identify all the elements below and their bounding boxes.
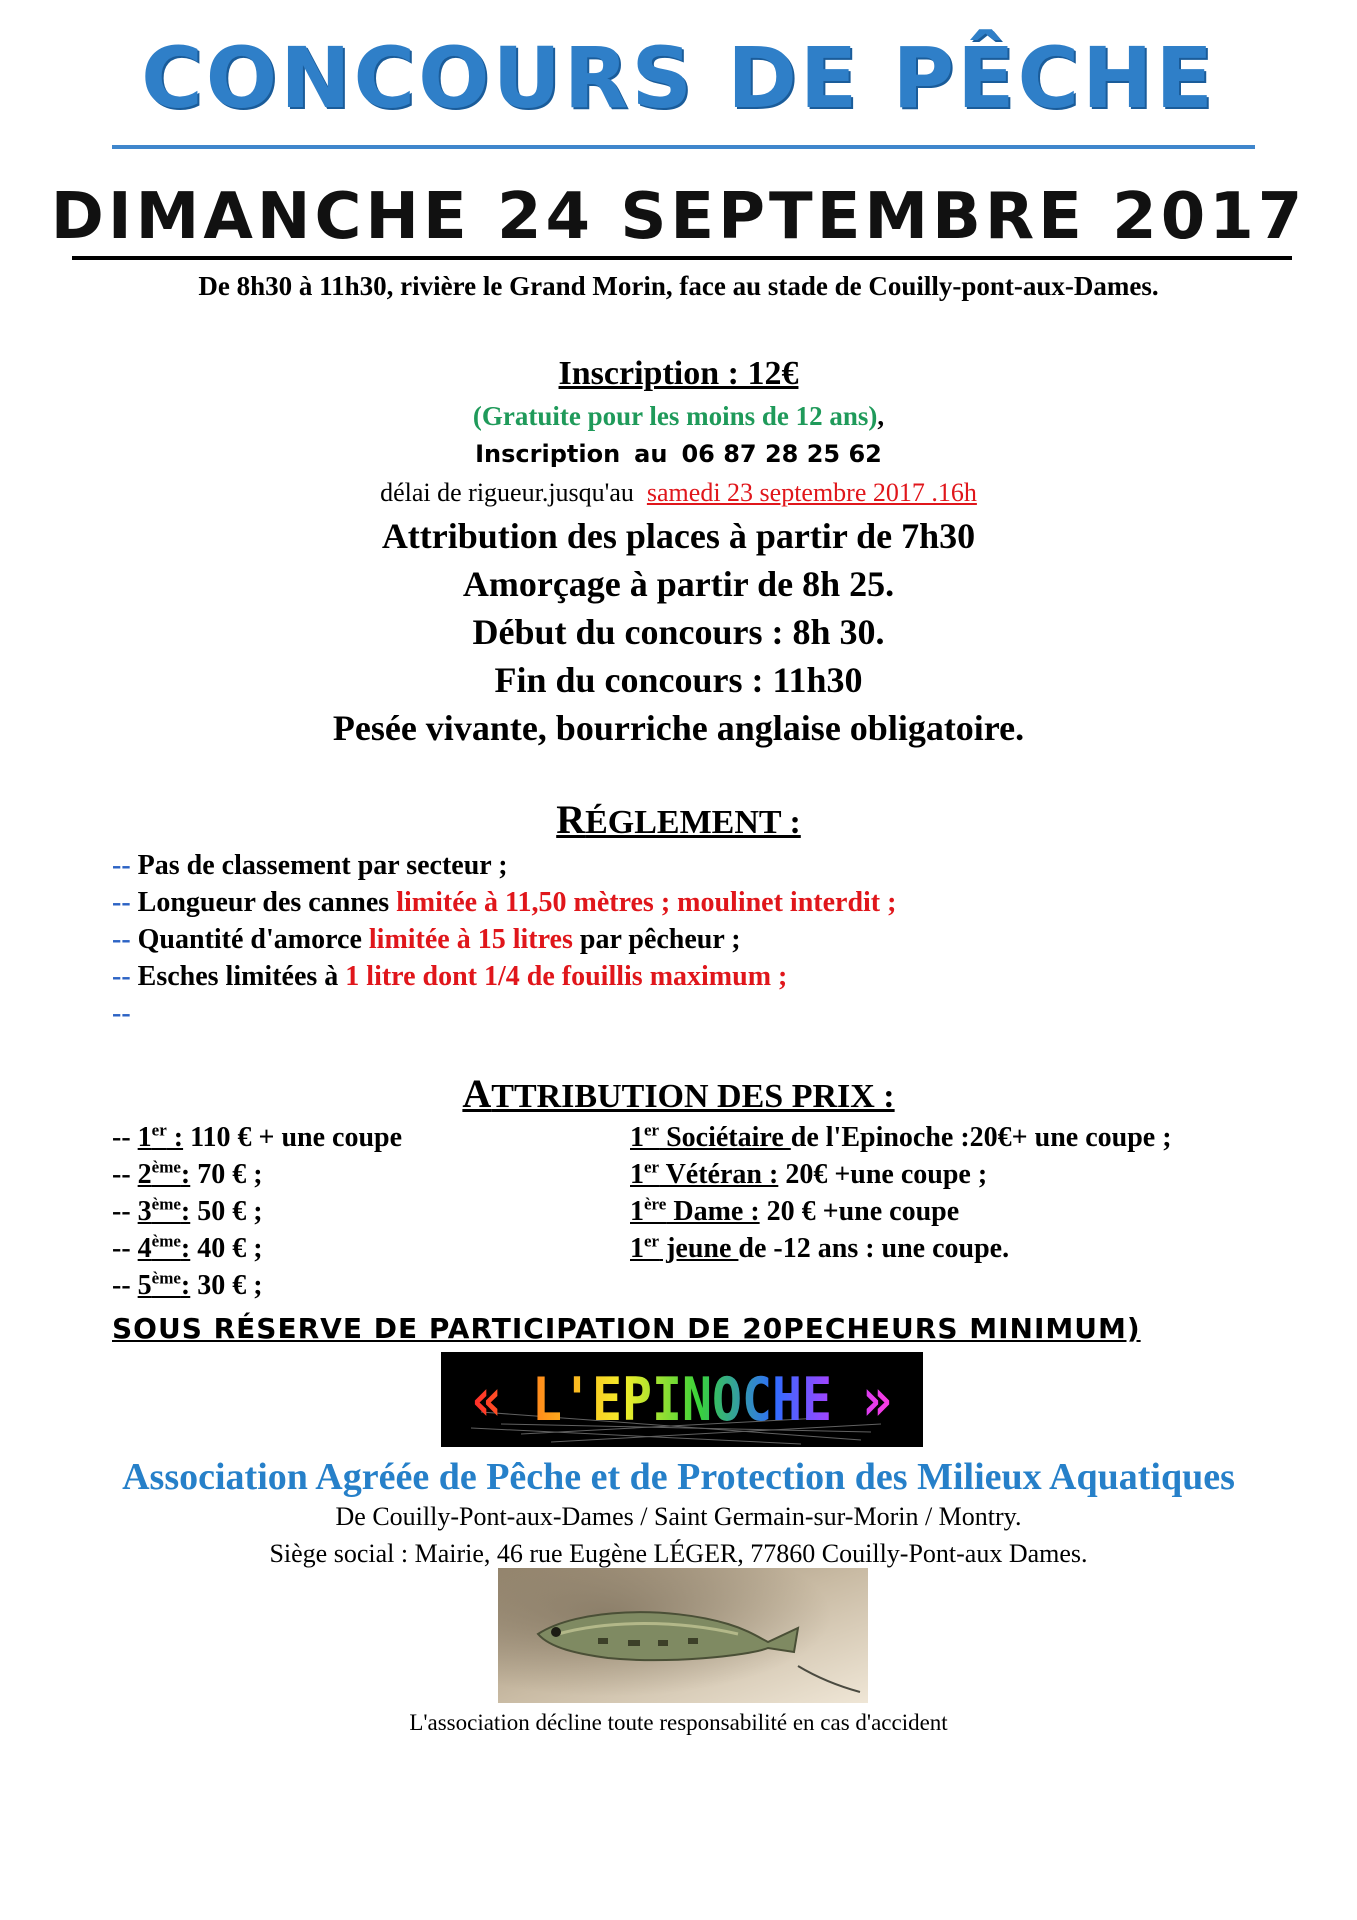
special-number: 1 [630, 1159, 644, 1190]
prize-dash: -- [112, 1159, 131, 1190]
rule-dash: -- [112, 998, 131, 1029]
event-date: DIMANCHE 24 SEPTEMBRE 2017 [50, 180, 1307, 254]
rule-line [112, 996, 131, 1032]
prize-special [630, 1157, 987, 1193]
prize-rank-label [138, 1196, 191, 1227]
special-suffix: er [644, 1231, 660, 1251]
title-underline [112, 145, 1255, 149]
special-label: Sociétaire [659, 1122, 791, 1153]
deadline-value: samedi 23 septembre 2017 .16h [646, 478, 977, 507]
inscription-deadline [0, 476, 1357, 510]
rank-number: 1 [137, 1122, 152, 1153]
rank-number: 5 [137, 1270, 152, 1301]
prize-special-label [630, 1233, 738, 1264]
special-value: 20€ +une coupe ; [778, 1159, 988, 1190]
rank-suffix: ème [151, 1157, 181, 1177]
prize-dash: -- [112, 1196, 131, 1227]
rule-dash: -- [112, 887, 131, 918]
rank-colon: : [166, 1122, 184, 1153]
association-name: Association Agréée de Pêche et de Protection des Milieux Aquatiques [122, 1456, 1235, 1498]
special-value: 20 € +une coupe [759, 1196, 960, 1227]
rule-text: Quantité d'amorce [137, 924, 369, 955]
special-value: de l'Epinoche :20€+ une coupe ; [790, 1122, 1172, 1153]
rule-limit: limitée à 11,50 mètres ; moulinet interdit ; [396, 887, 897, 918]
rule-dash: -- [112, 850, 131, 881]
special-number: 1 [630, 1196, 644, 1227]
prize-rank [112, 1268, 263, 1304]
prize-special-label [630, 1196, 760, 1227]
logo-text: « L'EPINOCHE » [472, 1365, 892, 1435]
prix-title: ATTRIBUTION DES PRIX : [462, 1071, 895, 1116]
schedule-line: Attribution des places à partir de 7h30 [381, 516, 976, 556]
prize-rank [112, 1120, 402, 1156]
reserve-note: SOUS RÉSERVE DE PARTICIPATION DE 20PECHEURS MINIMUM) [112, 1312, 1141, 1345]
schedule-line: Pesée vivante, bourriche anglaise obligatoire. [332, 708, 1025, 748]
prize-dash: -- [112, 1233, 131, 1264]
rule-dash: -- [112, 961, 131, 992]
association-towns: De Couilly-Pont-aux-Dames / Saint Germain-sur-Morin / Montry. [335, 1502, 1022, 1531]
prize-rank-label [138, 1122, 183, 1153]
prize-rank [112, 1157, 263, 1193]
prize-special [630, 1194, 959, 1230]
rank-colon: : [180, 1233, 191, 1264]
special-value: de -12 ans : une coupe. [738, 1233, 1010, 1264]
association-address: Siège social : Mairie, 46 rue Eugène LÉGER, 77860 Couilly-Pont-aux Dames. [269, 1539, 1088, 1568]
poster-title: CONCOURS DE PÊCHE [141, 29, 1216, 127]
reglement-title: RÉGLEMENT : [556, 797, 801, 842]
special-label: jeune [659, 1233, 739, 1264]
special-suffix: er [644, 1120, 660, 1140]
inscription-free-note [0, 398, 1357, 434]
prize-special [630, 1120, 1172, 1156]
prize-dash: -- [112, 1270, 131, 1301]
prize-value: 40 € ; [190, 1233, 263, 1264]
rank-number: 3 [137, 1196, 152, 1227]
prize-rank-label [138, 1159, 191, 1190]
inscription-phone [0, 437, 1357, 471]
rule-line [112, 885, 896, 921]
epinoche-logo [441, 1352, 923, 1447]
prize-value: 50 € ; [190, 1196, 263, 1227]
prize-rank [112, 1231, 263, 1267]
special-suffix: ère [644, 1194, 667, 1214]
prize-value: 30 € ; [190, 1270, 263, 1301]
prize-special [630, 1231, 1009, 1267]
special-number: 1 [630, 1122, 644, 1153]
prize-dash: -- [112, 1122, 131, 1153]
phone-prefix: au [634, 440, 668, 468]
special-suffix: er [644, 1157, 660, 1177]
rank-suffix: ème [151, 1231, 181, 1251]
phone-label: Inscription [475, 440, 621, 468]
rank-suffix: ème [151, 1268, 181, 1288]
stickleback-fish-photo [498, 1568, 868, 1703]
rule-limit: limitée à 15 litres [368, 924, 573, 955]
disclaimer: L'association décline toute responsabilité en cas d'accident [409, 1710, 948, 1735]
rank-suffix: ème [151, 1194, 181, 1214]
rank-colon: : [180, 1196, 191, 1227]
rule-dash: -- [112, 924, 131, 955]
rank-number: 4 [137, 1233, 152, 1264]
rule-text: Pas de classement par secteur ; [137, 850, 508, 881]
inscription-title: Inscription : 12€ [558, 355, 799, 392]
prize-rank-label [138, 1270, 191, 1301]
schedule-line: Fin du concours : 11h30 [494, 660, 863, 700]
prize-value: 70 € ; [190, 1159, 263, 1190]
schedule-line: Amorçage à partir de 8h 25. [462, 564, 895, 604]
prize-special-label [630, 1159, 778, 1190]
rank-number: 2 [137, 1159, 152, 1190]
rule-text: Longueur des cannes [137, 887, 397, 918]
event-location: De 8h30 à 11h30, rivière le Grand Morin, face au stade de Couilly-pont-aux-Dames. [198, 271, 1159, 301]
rule-tail: par pêcheur ; [572, 924, 741, 955]
special-label: Vétéran : [659, 1159, 779, 1190]
date-underline [72, 256, 1292, 260]
rank-suffix: er [151, 1120, 167, 1140]
special-number: 1 [630, 1233, 644, 1264]
prize-value: 110 € + une coupe [183, 1122, 403, 1153]
rank-colon: : [180, 1270, 191, 1301]
prize-rank-label [138, 1233, 191, 1264]
schedule-line: Début du concours : 8h 30. [472, 612, 885, 652]
rule-line [112, 922, 741, 958]
special-label: Dame : [666, 1196, 760, 1227]
rule-limit: 1 litre dont 1/4 de fouillis maximum ; [345, 961, 788, 992]
prize-special-label [630, 1122, 791, 1153]
prize-rank [112, 1194, 263, 1230]
rule-line [112, 848, 508, 884]
phone-number: 06 87 28 25 62 [681, 440, 882, 468]
free-note-suffix: , [877, 401, 885, 431]
deadline-label: délai de rigueur.jusqu'au [380, 478, 634, 507]
rank-colon: : [180, 1159, 191, 1190]
rule-line [112, 959, 787, 995]
free-note-text: (Gratuite pour les moins de 12 ans) [472, 401, 878, 431]
rule-text: Esches limitées à [137, 961, 346, 992]
